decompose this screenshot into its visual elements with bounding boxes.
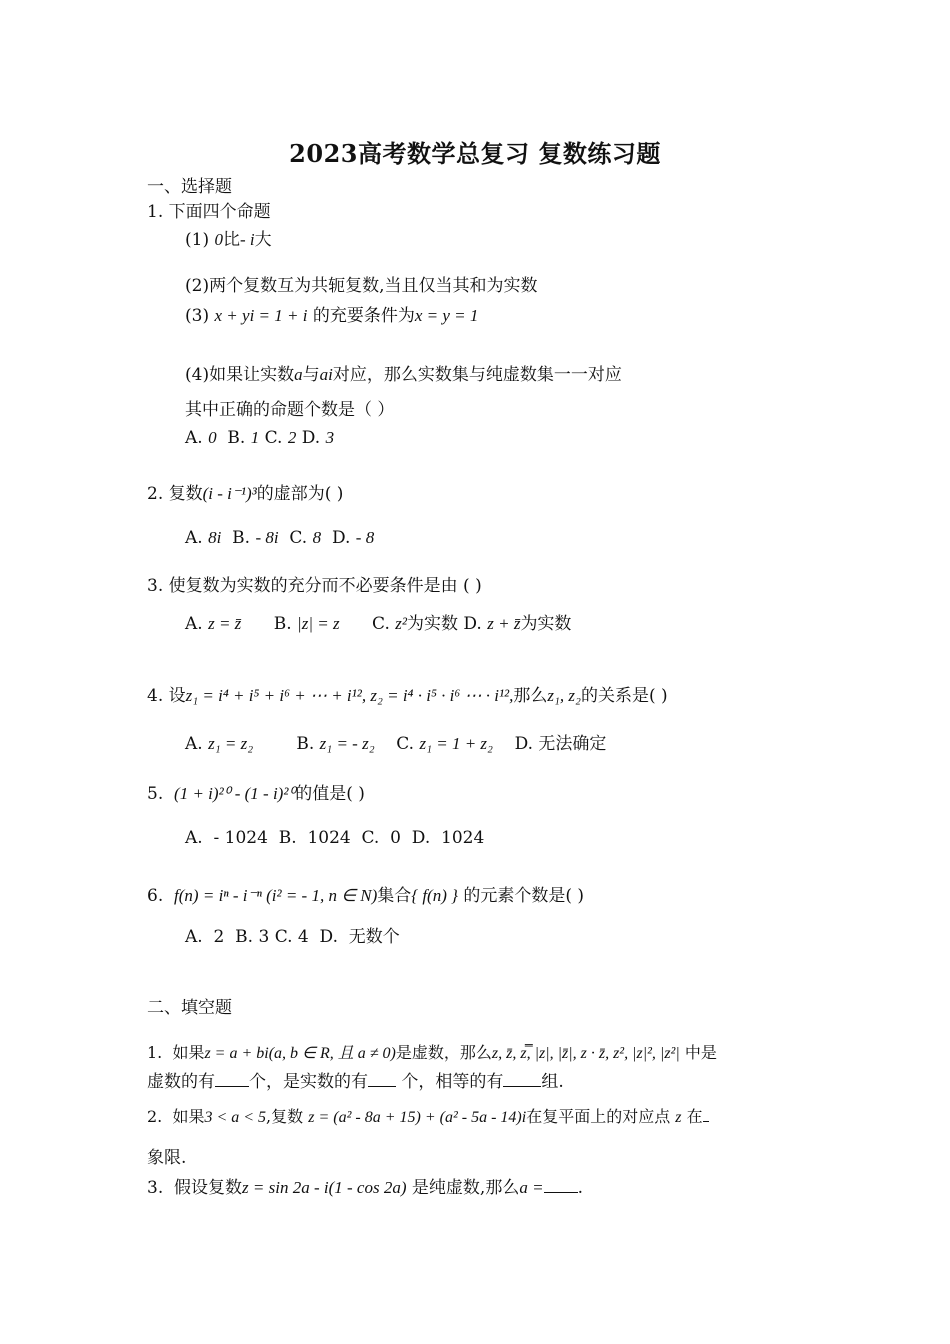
- text: 个，相等的有: [396, 1072, 504, 1092]
- choice-label: C.: [264, 428, 283, 448]
- question-number: 6.: [147, 886, 164, 906]
- math: x = y = 1: [414, 306, 479, 325]
- q1-proposition-2: (2)两个复数互为共轭复数,当且仅当其和为实数: [185, 276, 538, 296]
- q1-proposition-1: [185, 229, 272, 251]
- text: 集合: [377, 886, 412, 906]
- label: (1): [185, 230, 210, 250]
- text: 的虚部为( ): [256, 484, 344, 504]
- choice-label: A.: [185, 734, 203, 754]
- text: 中是: [684, 1043, 717, 1062]
- fill-3: [147, 1176, 583, 1199]
- text: 使复数为实数的充分而不必要条件是由 ( ): [168, 576, 482, 596]
- choice-value: 0: [390, 828, 401, 848]
- question-1-stem: [147, 201, 271, 223]
- choice-value: 2: [213, 927, 225, 947]
- answer-blank[interactable]: [503, 1070, 541, 1087]
- choice-value: z + z̄: [487, 614, 521, 633]
- choice-label: B.: [278, 828, 297, 848]
- fill-1-line-2: [147, 1070, 564, 1093]
- text: 的关系是( ): [580, 686, 668, 706]
- question-6: [147, 885, 584, 907]
- question-5: [147, 783, 365, 805]
- math: a =: [519, 1178, 544, 1197]
- choice-value: z₁ = z₂: [208, 734, 254, 753]
- q1-ask: 其中正确的命题个数是（ ）: [185, 400, 395, 420]
- choice-label: B.: [296, 734, 315, 754]
- choice-label: D.: [463, 614, 482, 634]
- math: z = (a² - 8a + 15) + (a² - 5a - 14)i: [308, 1109, 527, 1126]
- math: 3 < a < 5: [204, 1109, 267, 1126]
- text: 与: [302, 365, 320, 385]
- page-title: 2023高考数学总复习 复数练习题: [289, 139, 661, 168]
- fill-2-line-2: 象限.: [147, 1148, 187, 1168]
- text: 复数: [168, 484, 203, 504]
- math: f(n) = iⁿ - i⁻ⁿ (i² = - 1, n ∈ N): [174, 886, 378, 905]
- text: (4)如果让实数: [185, 365, 295, 385]
- choice-value: 4: [297, 927, 309, 947]
- question-number: 2.: [147, 1107, 163, 1126]
- choice-value: 1024: [441, 828, 485, 848]
- text: 设: [168, 686, 186, 706]
- answer-blank[interactable]: [544, 1176, 578, 1193]
- choice-label: A.: [185, 528, 203, 548]
- choice-value: - 1024: [213, 828, 268, 848]
- math: z: [675, 1109, 682, 1126]
- question-number: 2.: [147, 484, 164, 504]
- fill-1-line-1: [147, 1042, 717, 1065]
- choice-label: C.: [396, 734, 415, 754]
- question-number: 3.: [147, 576, 164, 596]
- text: ,复数: [266, 1107, 304, 1126]
- choice-value: 0: [208, 428, 217, 447]
- text: 为实数: [406, 614, 458, 634]
- question-4: [147, 685, 668, 707]
- choice-label: B.: [227, 428, 246, 448]
- choice-label: A.: [185, 927, 203, 947]
- choice-label: C.: [289, 528, 308, 548]
- choice-value: |z| = z: [297, 614, 340, 633]
- question-2: [147, 483, 343, 505]
- question-number: 4.: [147, 686, 164, 706]
- section-choice-heading: 一、选择题: [147, 177, 232, 197]
- q1-proposition-4: [185, 364, 622, 386]
- choice-value: z²: [395, 614, 407, 633]
- question-number: 3.: [147, 1178, 164, 1198]
- math: (i - i⁻¹)³: [202, 484, 257, 503]
- text: 是纯虚数,那么: [411, 1178, 520, 1198]
- choice-label: A.: [185, 614, 203, 634]
- math: z₁, z₂: [547, 686, 581, 705]
- question-3: [147, 575, 482, 597]
- q3-choices: [185, 613, 571, 635]
- answer-blank[interactable]: [368, 1070, 396, 1087]
- choice-value: 3: [258, 927, 270, 947]
- choice-value: 8: [312, 528, 322, 547]
- text: 比: [223, 230, 240, 250]
- answer-blank[interactable]: [703, 1105, 709, 1122]
- text: 为实数: [520, 614, 572, 634]
- q1-choices: [185, 427, 334, 449]
- text: 个，是实数的有: [249, 1072, 368, 1092]
- q4-choices: [185, 733, 606, 755]
- text: 在复平面上的对应点: [526, 1107, 671, 1126]
- answer-blank[interactable]: [215, 1070, 249, 1087]
- question-number: 1.: [147, 202, 164, 222]
- choice-label: B.: [232, 528, 251, 548]
- math: 0: [214, 230, 223, 249]
- text: 组.: [541, 1072, 564, 1092]
- math: z = sin 2a - i(1 - cos 2a): [242, 1178, 407, 1197]
- choice-label: D.: [319, 927, 338, 947]
- choice-label: A.: [185, 428, 203, 448]
- label: (3): [185, 306, 210, 326]
- text: 在: [686, 1107, 703, 1126]
- text: 的元素个数是( ): [463, 886, 585, 906]
- choice-value: - 8i: [255, 528, 279, 547]
- fill-2-line-1: [147, 1105, 709, 1129]
- choice-label: D.: [331, 528, 351, 548]
- text: 对应，那么实数集与纯虚数集一一对应: [332, 365, 622, 385]
- choice-value: z₁ = 1 + z₂: [419, 734, 493, 753]
- choice-value: 3: [325, 428, 335, 447]
- choice-value: z₁ = - z₂: [319, 734, 375, 753]
- text: 如果: [172, 1043, 205, 1062]
- math: z = a + bi(a, b ∈ R, 且 a ≠ 0): [204, 1045, 396, 1062]
- choice-label: B.: [235, 927, 254, 947]
- choice-label: C.: [361, 828, 380, 848]
- text: 的值是( ): [295, 784, 365, 804]
- choice-label: A.: [185, 828, 203, 848]
- choice-value: 8i: [208, 528, 222, 547]
- math: a: [294, 365, 303, 384]
- text: .: [577, 1178, 583, 1198]
- question-number: 1.: [147, 1043, 163, 1062]
- math: z₁ = i⁴ + i⁵ + i⁶ + ⋯ + i¹², z₂ = i⁴ · i⁵ · i⁶ ⋯ · i¹²,: [185, 686, 514, 705]
- choice-label: D.: [514, 734, 534, 754]
- text: 大: [254, 230, 272, 250]
- math: (1 + i)²⁰ - (1 - i)²⁰: [174, 784, 296, 803]
- text: 那么: [513, 686, 548, 706]
- choice-label: C.: [274, 927, 293, 947]
- choice-label: D.: [411, 828, 431, 848]
- math: z, z̄, z̿, |z|, |z̄|, z · z̄, z², |z|², |z²|: [491, 1045, 680, 1062]
- choice-value: - 8: [355, 528, 375, 547]
- choice-label: B.: [273, 614, 292, 634]
- question-number: 5.: [147, 784, 164, 804]
- math: - i: [240, 230, 255, 249]
- q1-proposition-3: [185, 305, 478, 327]
- q5-choices: [185, 827, 484, 849]
- q6-choices: [185, 926, 400, 948]
- choice-value: 1024: [307, 828, 351, 848]
- question-text: 下面四个命题: [168, 202, 271, 222]
- choice-value: 无法确定: [538, 734, 607, 754]
- text: 假设复数: [174, 1178, 243, 1198]
- choice-label: D.: [301, 428, 321, 448]
- choice-label: C.: [372, 614, 390, 634]
- math: ai: [319, 365, 333, 384]
- choice-value: z = z̄: [208, 614, 242, 633]
- text: 的充要条件为: [312, 306, 415, 326]
- choice-value: 2: [287, 428, 297, 447]
- text: 是虚数，那么: [395, 1043, 492, 1062]
- text: 如果: [172, 1107, 205, 1126]
- q2-choices: [185, 527, 374, 549]
- text: 虚数的有: [147, 1072, 215, 1092]
- choice-value: 无数个: [348, 927, 400, 947]
- choice-value: 1: [250, 428, 260, 447]
- math: x + yi = 1 + i: [214, 306, 308, 325]
- section-fill-heading: 二、填空题: [147, 998, 232, 1018]
- math: { f(n) }: [411, 886, 458, 905]
